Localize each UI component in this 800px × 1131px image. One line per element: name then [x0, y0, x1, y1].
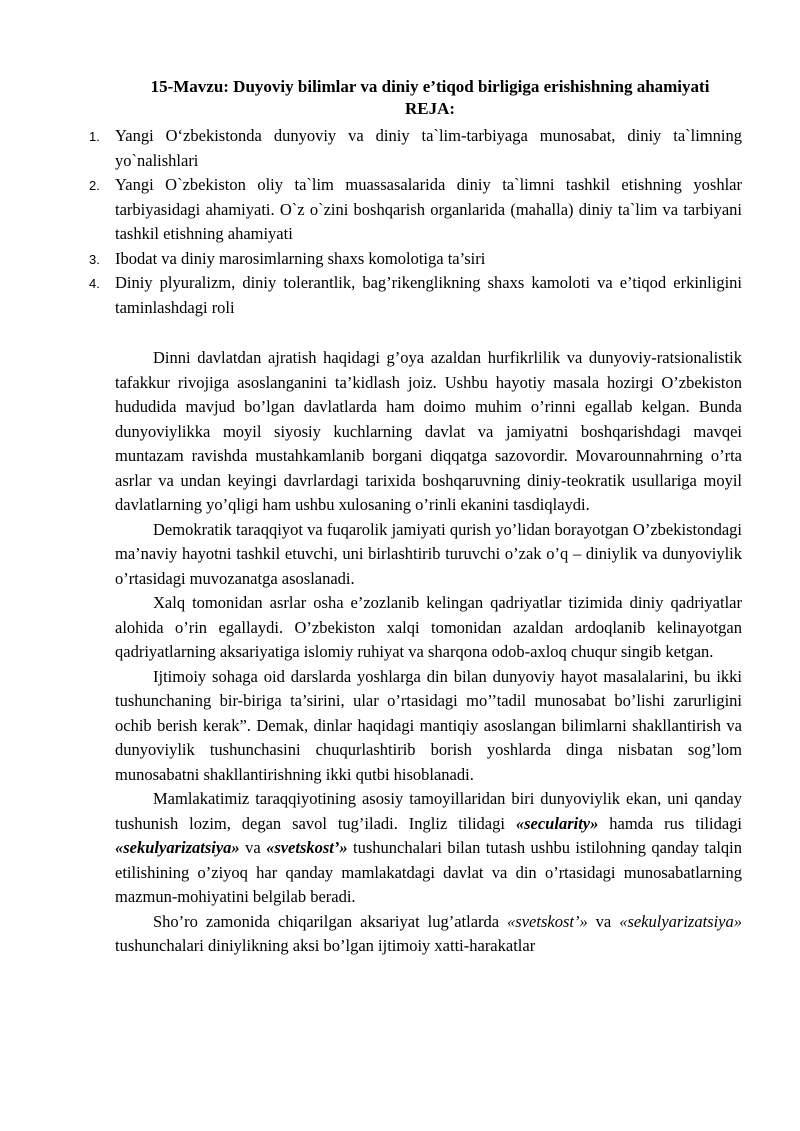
paragraph [115, 910, 742, 959]
plan-item-text: Diniy plyuralizm, diniy tolerantlik, bag’rikenglikning shaxs kamoloti va e’tiqod erkinligini taminlashdagi roli [115, 273, 742, 317]
text-run: Mamlakatimiz taraqqiyotining asosiy tamoyillaridan biri dunyoviylik ekan, uni qanday tushunish lozim, degan savol tug’iladi. Ingliz tilidagi [115, 789, 742, 833]
term-sekulyarizatsiya: «sekulyarizatsiya» [619, 911, 743, 931]
text-run: va [239, 838, 267, 857]
document-title [60, 76, 800, 120]
plan-item-number: 1. [89, 129, 100, 144]
term-svetskost: «svetskost’» [507, 911, 588, 931]
paragraph: Dinni davlatdan ajratish haqidagi g’oya azaldan hurfikrlilik va dunyoviy-ratsionalistik tafakkur rivojiga asoslanganini ta’kidlash joiz. Ushbu hayotiy masala hozirgi O’zbekiston hududida mavjud bo’lgan davlatlarda ham doimo muhim o’rinni egallab kelgan. Bunda dunyoviylikka moyil siyosiy kuchlarning davlat va jamiyatni boshqarishdagi mavqei muntazam ravishda mustahkamlanib borgani diqqatga sazovordir. Movarounnahrning o’rta asrlar va undan keyingi davrlardagi tarixida boshqaruvning diniy-teokratik usullariga moyil davlatlarning yo’qligi ham ushbu xulosaning o’rinli ekanini tasdiqlaydi. [115, 348, 742, 514]
paragraph [115, 787, 742, 910]
plan-item-text: Yangi O‘zbekistonda dunyoviy va diniy ta`lim-tarbiyaga munosabat, diniy ta`limning yo`nalishlari [115, 126, 742, 170]
plan-item-number: 3. [89, 251, 100, 267]
text-run: tushunchalari bilan tutash ushbu istilohning qanday talqin etilishining o’ziyoq har qanday mamlakatdagi davlat va din o’rtasidagi munosabatlarning mazmun-mohiyatini belgilab beradi. [115, 838, 743, 906]
plan-item [0, 124, 800, 173]
paragraph: Xalq tomonidan asrlar osha e’zozlanib kelingan qadriyatlar tizimida diniy qadriyatlar alohida o’rin egallaydi. O’zbekiston xalqi tomonidan azaldan ardoqlanib kelinayotgan qadriyatlarning aksariyatiga islomiy ruhiyat va sharqona odob-axloq chuqur singib ketgan. [115, 593, 742, 661]
plan-item-text: Yangi O`zbekiston oliy ta`lim muassasalarida diniy ta`limni tashkil etishning yoshlar tarbiyasidagi ahamiyati. O`z o`zini boshqarish organlarida (mahalla) diniy ta`lim va tarbiyani tashkil etishning ahamiyati [115, 175, 742, 243]
text-run: va [587, 911, 620, 931]
plan-item-text: Ibodat va diniy marosimlarning shaxs komolotiga ta’siri [115, 248, 486, 268]
term-sekulyarizatsiya: «sekulyarizatsiya» [115, 838, 240, 857]
paragraph: Demokratik taraqqiyot va fuqarolik jamiyati qurish yo’lidan borayotgan O’zbekistondagi ma’naviy hayotni tashkil etuvchi, uni birlashtirib turuvchi o’zak o’q – diniylik va dunyoviylik o’rtasidagi muvozanatga asoslanadi. [115, 519, 742, 588]
plan-item-number: 2. [89, 178, 100, 193]
text-run: hamda rus tilidagi [598, 813, 742, 833]
plan-item [0, 271, 800, 320]
text-run: tushunchalari diniylikning aksi bo’lgan ijtimoiy xatti-harakatlar [115, 936, 536, 955]
plan-heading: REJA: [404, 99, 456, 118]
paragraph: Ijtimoiy sohaga oid darslarda yoshlarga din bilan dunyoviy hayot masalalarini, bu ikki tushunchaning bir-biriga ta’sirini, ular o’rtasidagi mo’’tadil munosabat bo’lishi zarurligini ochib berish kerak”. Demak, dinlar haqidagi mantiqiy asoslangan bilimlarni shakllantirish va dunyoviylik tushunchasini chuqurlashtirib borish yoshlarda dinga nisbatan sog’lom munosabatni shakllantirishning ikki qutbi hisoblanadi. [115, 666, 742, 784]
text-run: Sho’ro zamonida chiqarilgan aksariyat lug’atlarda [153, 911, 508, 931]
term-svetskost: «svetskost’» [266, 838, 348, 857]
topic-title: 15-Mavzu: Duyoviy bilimlar va diniy e’tiqod birligiga erishishning ahamiyati [150, 77, 710, 96]
plan-item-number: 4. [89, 276, 100, 291]
plan-item [0, 173, 800, 247]
term-secularity: «secularity» [515, 813, 599, 833]
plan-item [0, 247, 800, 272]
body-text [115, 346, 742, 959]
plan-list [0, 124, 800, 320]
